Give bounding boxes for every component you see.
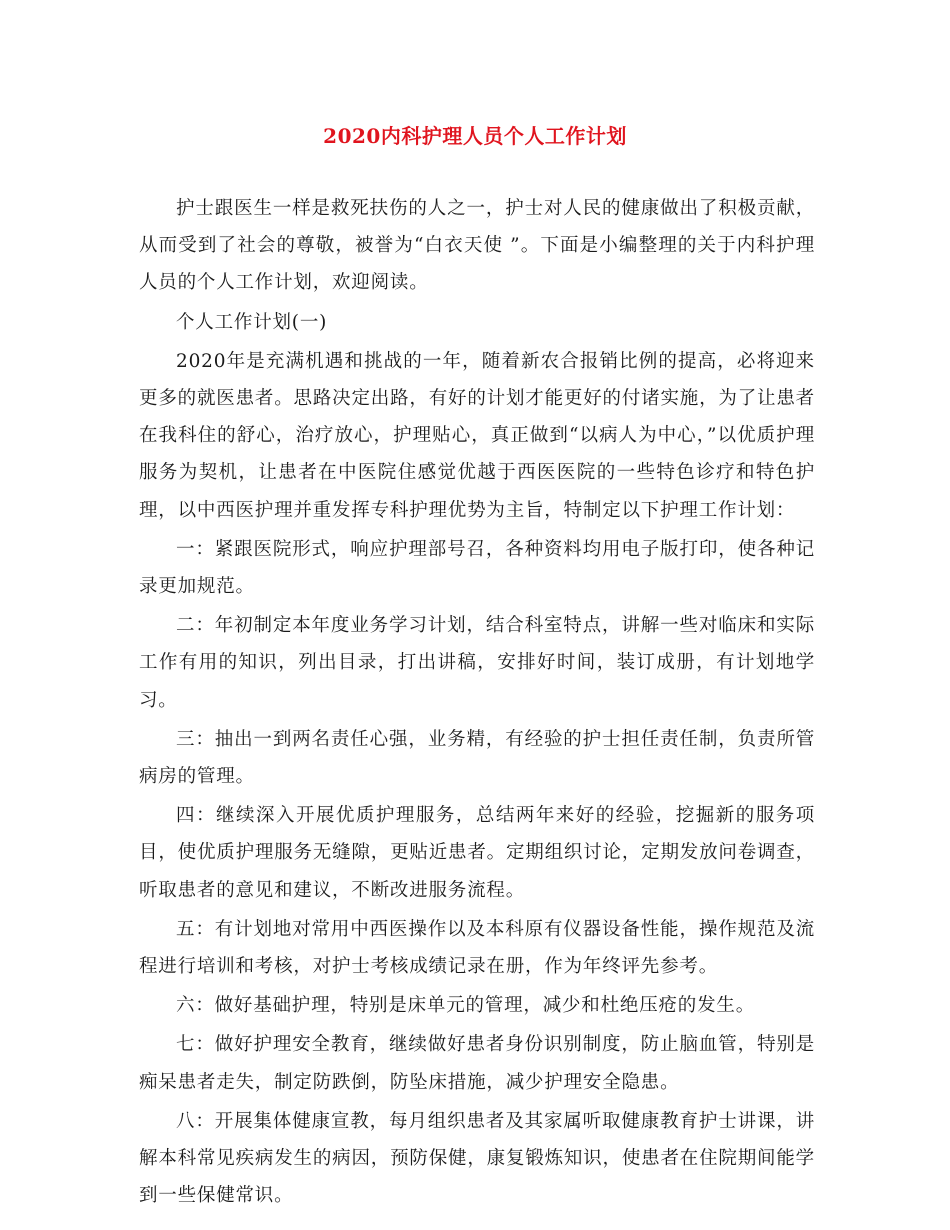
plan-item-4: 四：继续深入开展优质护理服务，总结两年来好的经验，挖掘新的服务项目，使优质护理服务无缝隙，更贴近患者。定期组织讨论，定期发放问卷调查，听取患者的意见和建议，不断改进服务流程。: [139, 805, 815, 901]
plan-item-7: 七：做好护理安全教育，继续做好患者身份识别制度，防止脑血管，特别是痴呆患者走失，制定防跌倒，防坠床措施，减少护理安全隐患。: [139, 1034, 815, 1093]
section-heading: 个人工作计划(一): [176, 311, 328, 333]
plan-item-3: 三：抽出一到两名责任心强，业务精，有经验的护士担任责任制，负责所管病房的管理。: [139, 728, 815, 788]
plan-item-2: 二：年初制定本年度业务学习计划，结合科室特点，讲解一些对临床和实际工作有用的知识，列出目录，打出讲稿，安排好时间，装订成册，有计划地学习。: [139, 615, 815, 711]
overview-paragraph: 2020年是充满机遇和挑战的一年，随着新农合报销比例的提高，必将迎来更多的就医患者。思路决定出路，有好的计划才能更好的付诸实施，为了让患者在我科住的舒心，治疗放心，护理贴心，真正做到“以病人为中心，”以优质护理服务为契机，让患者在中医院住感觉优越于西医医院的一些特色诊疗和特色护理，以中西医护理并重发挥专科护理优势为主旨，特制定以下护理工作计划：: [139, 350, 815, 521]
plan-item-8: 八：开展集体健康宣教，每月组织患者及其家属听取健康教育护士讲课，讲解本科常见疾病发生的病因，预防保健，康复锻炼知识，使患者在住院期间能学到一些保健常识。: [139, 1110, 815, 1207]
document-title: 2020内科护理人员个人工作计划: [323, 124, 627, 148]
document-body: [139, 190, 815, 1216]
intro-paragraph: 护士跟医生一样是救死扶伤的人之一，护士对人民的健康做出了积极贡献，从而受到了社会的尊敬，被誉为“白衣天使 ”。下面是小编整理的关于内科护理人员的个人工作计划，欢迎阅读。: [139, 198, 815, 294]
plan-item-6: 六：做好基础护理，特别是床单元的管理，减少和杜绝压疮的发生。: [176, 995, 756, 1017]
plan-item-5: 五：有计划地对常用中西医操作以及本科原有仪器设备性能，操作规范及流程进行培训和考核，对护士考核成绩记录在册，作为年终评先参考。: [139, 918, 815, 978]
plan-item-1: 一：紧跟医院形式，响应护理部号召，各种资料均用电子版打印，使各种记录更加规范。: [139, 538, 815, 598]
